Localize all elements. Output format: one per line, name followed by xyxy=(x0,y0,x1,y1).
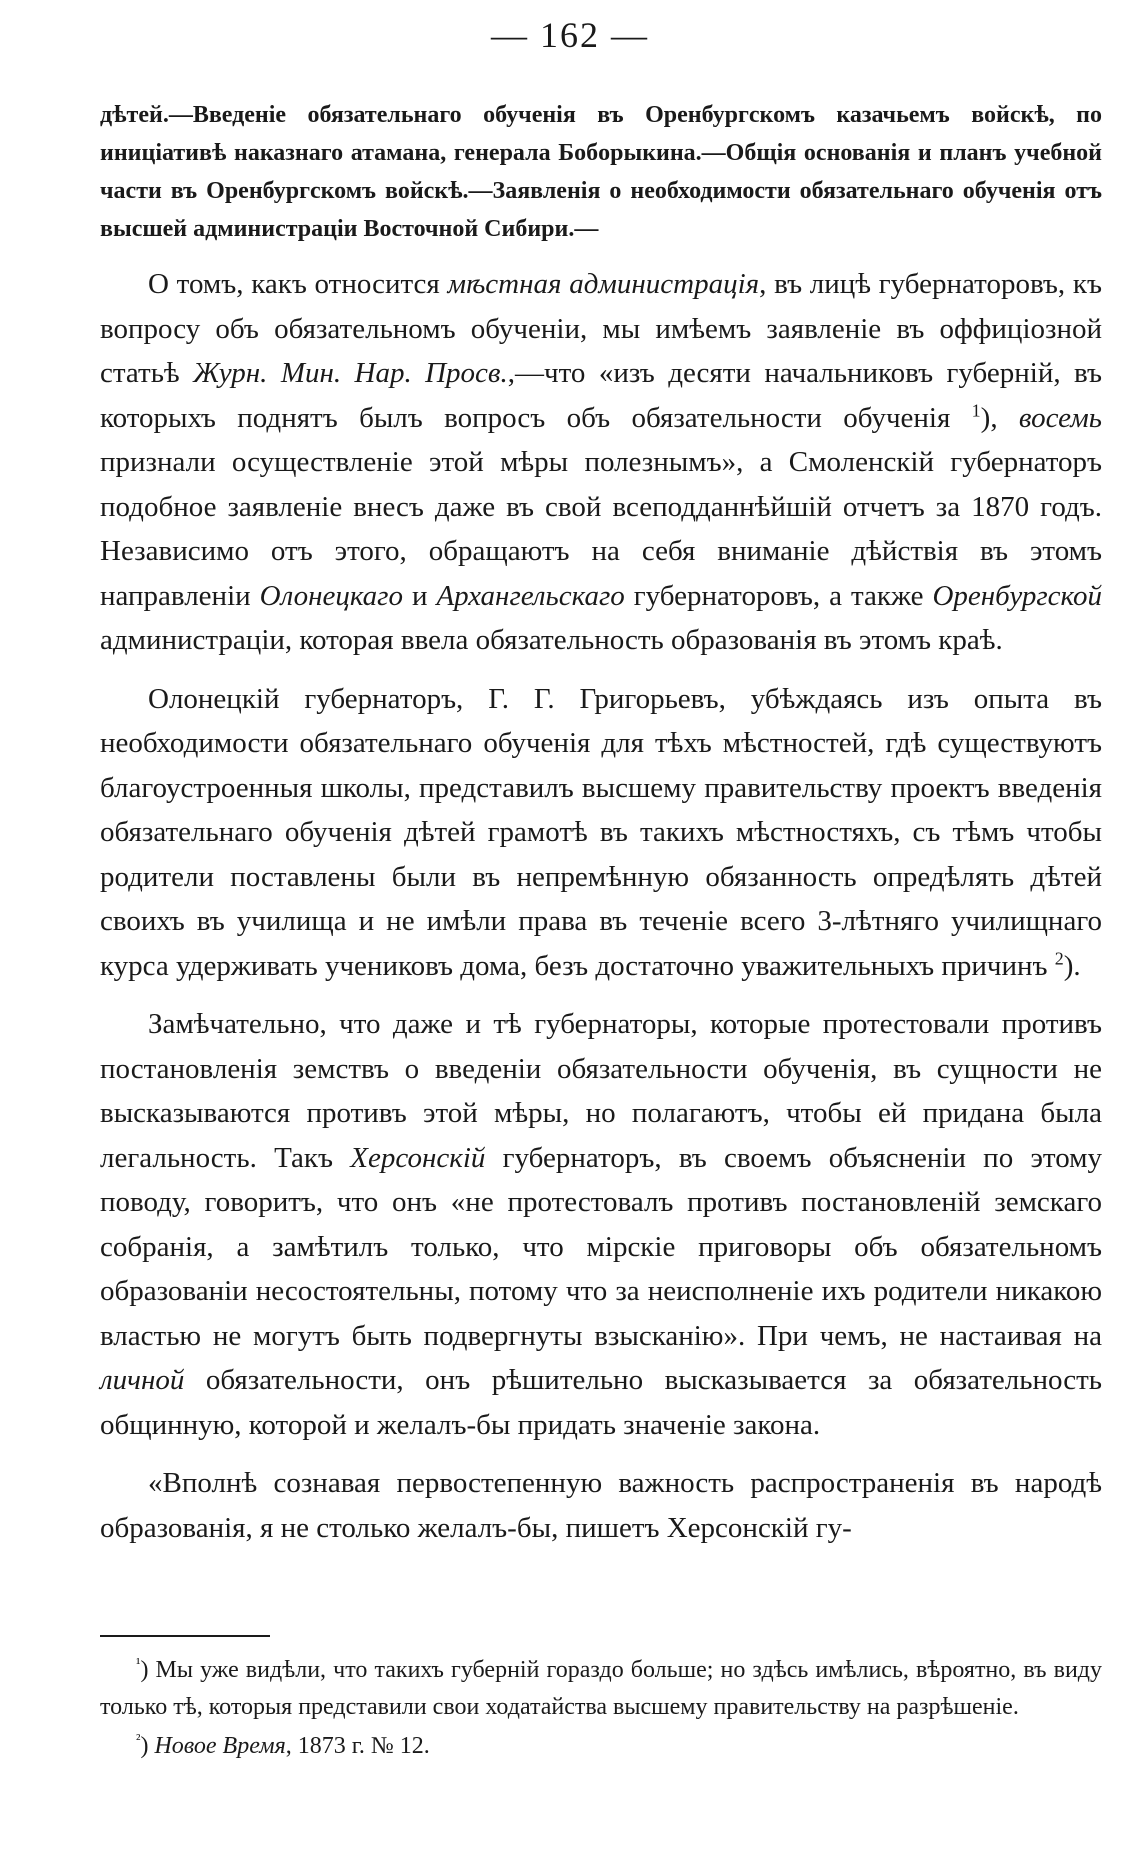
chapter-summary: дѣтей.—Введеніе обязательнаго обученія въ Оренбургскомъ казачьемъ войскѣ, по иниціативѣ наказнаго атамана, генерала Бобoрыкина.—Общія основанія и планъ учебной части въ Оренбургскомъ войскѣ.—Заявленія о необходимости обязательнаго обученія отъ высшей администраціи Восточной Сибири.— xyxy=(100,102,1102,242)
footnote-2: $^{^2}$) Новое Время, 1873 г. № 12. xyxy=(136,1732,430,1759)
footnote-ref-2: 2 xyxy=(1054,947,1064,968)
paragraph-2: Олонецкій губернаторъ, Г. Г. Григорьевъ, убѣждаясь изъ опыта въ необходимости обязательнаго обученія для тѣхъ мѣстностей, гдѣ существуютъ благоустроенныя школы, представилъ высшему правительству проектъ введенія обязательнаго обученія дѣтей грамотѣ въ такихъ мѣстностяхъ, съ тѣмъ чтобы родители поставлены были въ непремѣнную обязанность опредѣлять дѣтей своихъ въ училища и не имѣли права въ теченіе всего 3-лѣтняго училищнаго курса удерживать учениковъ дома, безъ достаточно уважительныхъ причинъ $^2$). xyxy=(100,682,1102,982)
footnote-ref-1: 1 xyxy=(971,399,981,420)
footnotes xyxy=(100,1652,1102,1767)
footnote-1: $^{^1}$) Мы уже видѣли, что такихъ губерній гораздо больше; но здѣсь имѣлись, вѣроятно, въ виду только тѣ, которыя представили свои ходатайства высшему правительству на разрѣшеніе. xyxy=(100,1656,1102,1720)
paragraph-3: Замѣчательно, что даже и тѣ губернаторы, которые протестовали противъ постановленія земствъ о введеніи обязательности обученія, въ сущности не высказываются противъ этой мѣры, но полагаютъ, чтобы ей придана была легальность. Такъ Херсонскій губернаторъ, въ своемъ объясненіи по этому поводу, говоритъ, что онъ «не протестовалъ противъ постановленій земскаго собранія, а замѣтилъ только, что мірскіе приговоры объ обязательномъ образованіи несостоятельны, потому что за неисполненіе ихъ родители никакою властью не могутъ быть подвергнуты взысканію». При чемъ, не настаивая на личной обязательности, онъ рѣшительно высказывается за обязательность общинную, которой и желалъ-бы придать значеніе закона. xyxy=(100,1008,1102,1441)
page-number: — 162 — xyxy=(491,15,649,55)
paragraph-4: «Вполнѣ сознавая первостепенную важность распространенія въ народѣ образованія, я не столько желалъ-бы, пишетъ Херсонскій гу- xyxy=(100,1467,1102,1544)
paragraph-1: О томъ, какъ относится мѣстная администрація, въ лицѣ губернаторовъ, къ вопросу объ обязательномъ обученіи, мы имѣемъ заявленіе въ оффиціозной статьѣ Журн. Мин. Нар. Просв.,—что «изъ десяти начальниковъ губерній, въ которыхъ поднятъ былъ вопросъ объ обязательности обученія $^1$), восемь признали осуществленіе этой мѣры полезнымъ», а Смоленскій губернаторъ подобное заявленіе внесъ даже въ свой всеподданнѣйшій отчетъ за 1870 годъ. Независимо отъ этого, обращаютъ на себя вниманіе дѣйствія въ этомъ направленіи Олонецкаго и Архангельскаго губернаторовъ, а также Оренбургской администраціи, которая ввела обязательность образованія въ этомъ краѣ. xyxy=(100,268,1103,656)
footnote-divider xyxy=(100,1635,270,1637)
body-text xyxy=(100,262,1102,1564)
